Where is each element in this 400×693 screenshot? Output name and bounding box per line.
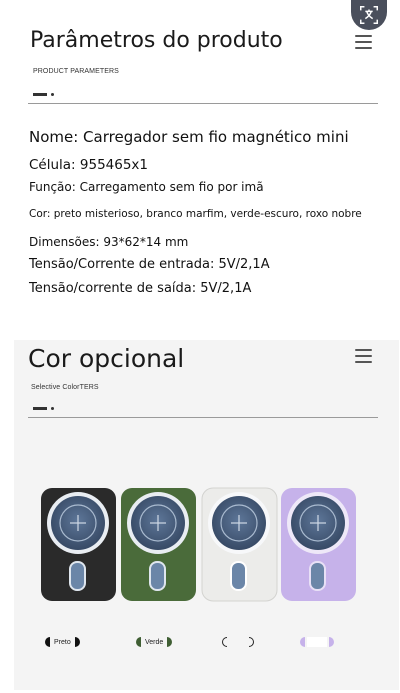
params-title: Parâmetros do produto [30,28,283,53]
half-circle-right-icon [75,637,80,647]
color-label-green: Verde [145,638,164,646]
charger-green[interactable] [121,488,196,601]
divider-dot [51,93,54,96]
param-dimensions: Dimensões: 93*62*14 mm [29,235,189,249]
half-circle-right-icon [329,637,334,647]
translate-icon [358,4,380,26]
param-output: Tensão/corrente de saída: 5V/2,1A [29,281,252,296]
color-option-purple[interactable] [300,637,334,647]
divider-dash [33,93,47,96]
menu-icon[interactable] [355,349,372,363]
half-circle-left-icon [300,637,305,647]
charger-purple[interactable] [281,488,356,601]
color-label-purple [307,637,327,647]
half-circle-left-icon [45,637,50,647]
divider-dot [51,407,54,410]
color-label-black: Preto [54,638,71,646]
params-subtitle: PRODUCT PARAMETERS [33,68,119,75]
color-option-green[interactable] [136,637,172,647]
menu-icon[interactable] [355,35,372,49]
param-colors: Cor: preto misterioso, branco marfim, verde-escuro, roxo nobre [29,208,362,220]
param-input: Tensão/Corrente de entrada: 5V/2,1A [29,257,270,272]
colors-title: Cor opcional [28,344,185,373]
half-circle-left-icon [136,637,141,647]
translate-button[interactable] [351,0,387,30]
param-function: Função: Carregamento sem fio por imã [29,180,264,194]
color-option-white[interactable] [222,637,254,647]
divider-dash [33,407,47,410]
divider-line [28,417,378,418]
half-circle-right-icon [167,637,172,647]
charger-images [38,485,360,607]
half-circle-left-icon [222,637,227,647]
charger-white[interactable] [202,488,277,601]
colors-subtitle: Selective ColorTERS [31,384,99,391]
param-name: Nome: Carregador sem fio magnético mini [29,128,349,146]
half-circle-right-icon [249,637,254,647]
param-cell: Célula: 955465x1 [29,157,149,173]
color-option-black[interactable] [45,637,80,647]
charger-black[interactable] [41,488,116,601]
divider-line [28,103,378,104]
